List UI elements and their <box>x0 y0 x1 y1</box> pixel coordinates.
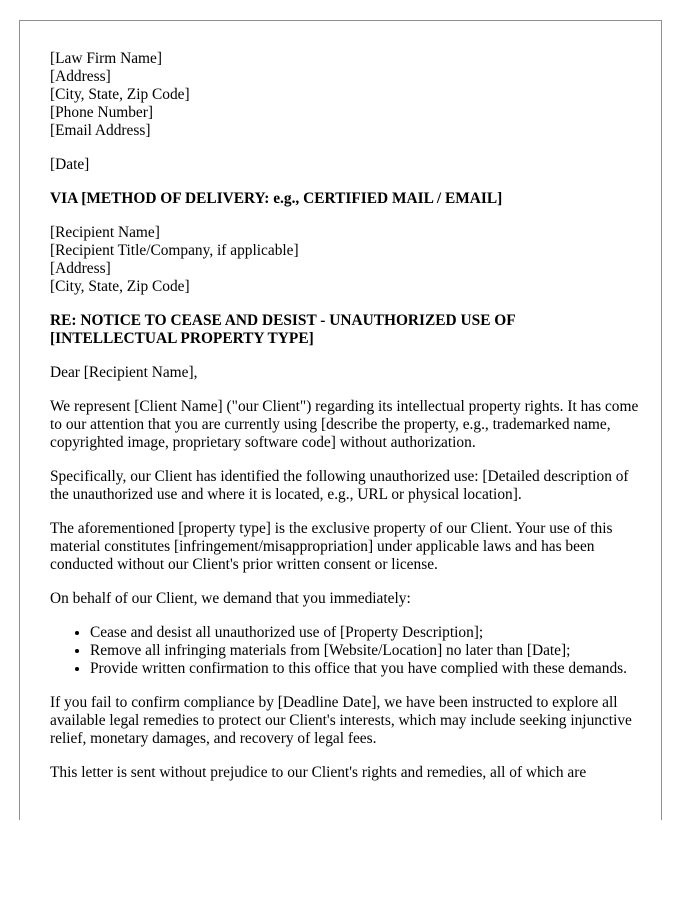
sender-block <box>50 50 640 140</box>
recipient-name: [Recipient Name] <box>50 224 160 241</box>
subject-line: RE: NOTICE TO CEASE AND DESIST - UNAUTHORIZED USE OF [INTELLECTUAL PROPERTY TYPE] <box>50 312 516 347</box>
sender-address: [Address] <box>50 68 111 85</box>
sender-firm-name: [Law Firm Name] <box>50 50 162 67</box>
delivery-method <box>50 190 640 208</box>
demands-list <box>50 624 640 678</box>
recipient-title-company: [Recipient Title/Company, if applicable] <box>50 242 299 259</box>
letter-body <box>50 50 640 798</box>
recipient-block <box>50 224 640 296</box>
date-text: [Date] <box>50 156 90 173</box>
salutation: Dear [Recipient Name], <box>50 364 198 381</box>
recipient-city-state-zip: [City, State, Zip Code] <box>50 278 190 295</box>
paragraph-representation: We represent [Client Name] ("our Client") regarding its intellectual property rights. It has come to our attention that you are currently using [describe the property, e.g., trademarked name, copyrighted image, proprietary software code] without authorization. <box>50 398 639 451</box>
list-item: • Cease and desist all unauthorized use of [Property Description]; <box>90 624 640 642</box>
sender-email: [Email Address] <box>50 122 151 139</box>
sender-phone: [Phone Number] <box>50 104 154 121</box>
list-item: • Provide written confirmation to this office that you have complied with these demands. <box>90 660 640 678</box>
list-item: • Remove all infringing materials from [Website/Location] no later than [Date]; <box>90 642 640 660</box>
paragraph-closing: This letter is sent without prejudice to our Client's rights and remedies, all of which are <box>50 764 587 781</box>
paragraph-specifics: Specifically, our Client has identified the following unauthorized use: [Detailed description of the unauthorized use and where it is located, e.g., URL or physical location]. <box>50 468 629 503</box>
paragraph-consequences: If you fail to confirm compliance by [Deadline Date], we have been instructed to explore all available legal remedies to protect our Client's interests, which may include seeking injunctive relief, monetary damages, and recovery of legal fees. <box>50 694 632 747</box>
paragraph-ownership: The aforementioned [property type] is the exclusive property of our Client. Your use of this material constitutes [infringement/misappropriation] under applicable laws and has been conducted without our Client's prior written consent or license. <box>50 520 613 573</box>
sender-city-state-zip: [City, State, Zip Code] <box>50 86 190 103</box>
letter-date <box>50 156 640 174</box>
paragraph-demand-intro: On behalf of our Client, we demand that you immediately: <box>50 590 411 607</box>
letter-page <box>19 20 662 820</box>
recipient-address: [Address] <box>50 260 111 277</box>
delivery-text: VIA [METHOD OF DELIVERY: e.g., CERTIFIED MAIL / EMAIL] <box>50 190 503 207</box>
